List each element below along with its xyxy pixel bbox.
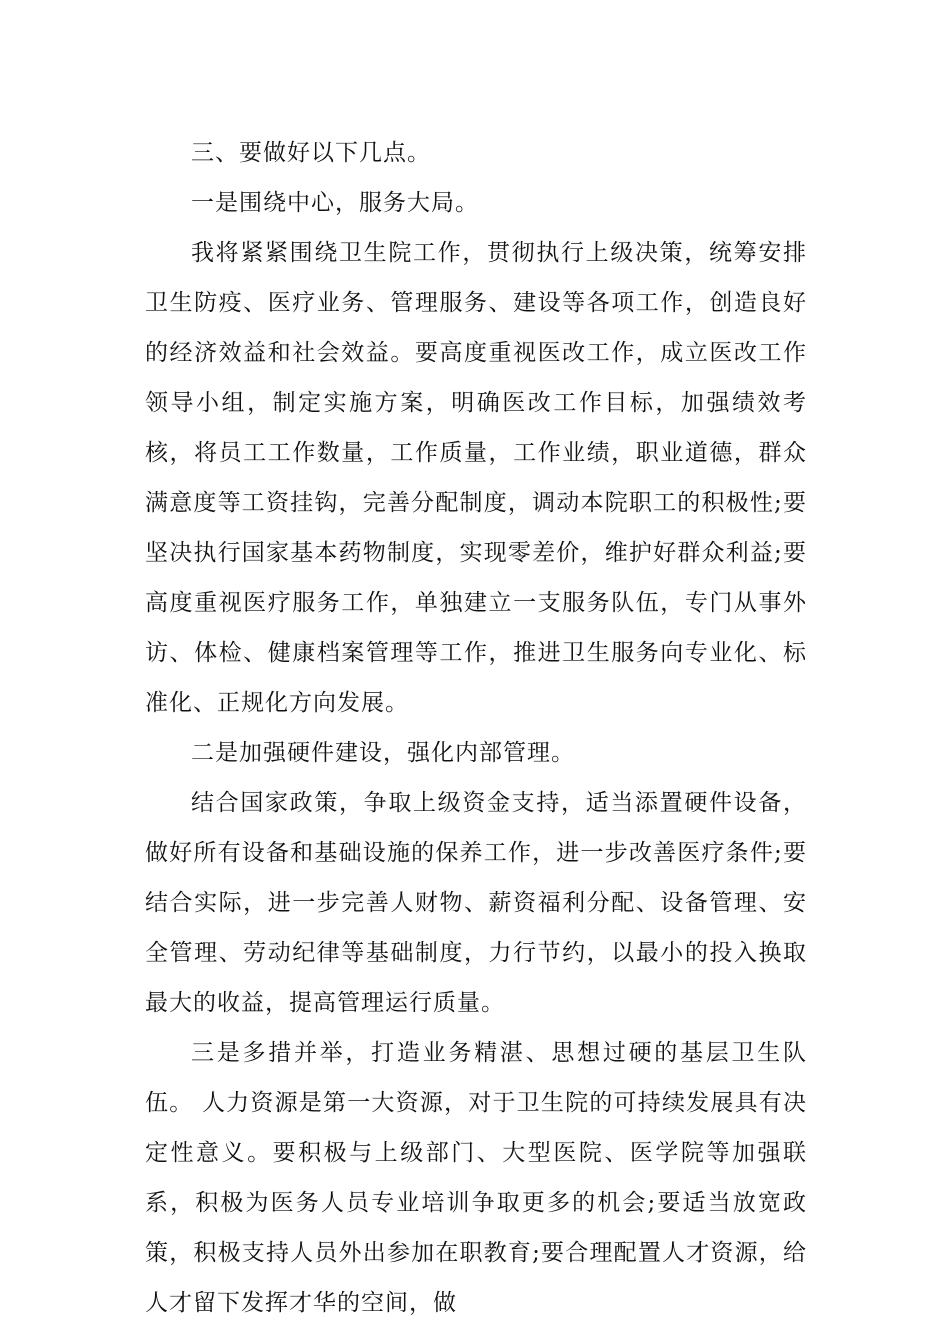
paragraph-1: 我将紧紧围绕卫生院工作，贯彻执行上级决策，统筹安排卫生防疫、医疗业务、管理服务、建设等各项工作，创造良好的经济效益和社会效益。要高度重视医改工作，成立医改工作领导小组，制定实施方案，明确医改工作目标，加强绩效考核，将员工工作数量，工作质量，工作业绩，职业道德，群众满意度等工资挂钩，完善分配制度，调动本院职工的积极性;要坚决执行国家基本药物制度，实现零差价，维护好群众利益;要高度重视医疗服务工作，单独建立一支服务队伍，专门从事外访、体检、健康档案管理等工作，推进卫生服务向专业化、标准化、正规化方向发展。 xyxy=(145,240,807,716)
point-heading-2: 二是加强硬件建设，强化内部管理。 xyxy=(191,740,575,766)
document-body xyxy=(145,128,807,1328)
paragraph-2: 结合国家政策，争取上级资金支持，适当添置硬件设备，做好所有设备和基础设施的保养工作，进一步改善医疗条件;要结合实际，进一步完善人财物、薪资福利分配、设备管理、安全管理、劳动纪律等基础制度，力行节约，以最小的投入换取最大的收益，提高管理运行质量。 xyxy=(145,790,807,1016)
point-heading-1: 一是围绕中心，服务大局。 xyxy=(191,190,479,216)
paragraph-3: 三是多措并举，打造业务精湛、思想过硬的基层卫生队伍。 人力资源是第一大资源，对于卫生院的可持续发展具有决定性意义。要积极与上级部门、大型医院、医学院等加强联系，积极为医务人员专业培训争取更多的机会;要适当放宽政策，积极支持人员外出参加在职教育;要合理配置人才资源，给人才留下发挥才华的空间，做 xyxy=(145,1040,807,1316)
section-heading: 三、要做好以下几点。 xyxy=(191,140,431,166)
